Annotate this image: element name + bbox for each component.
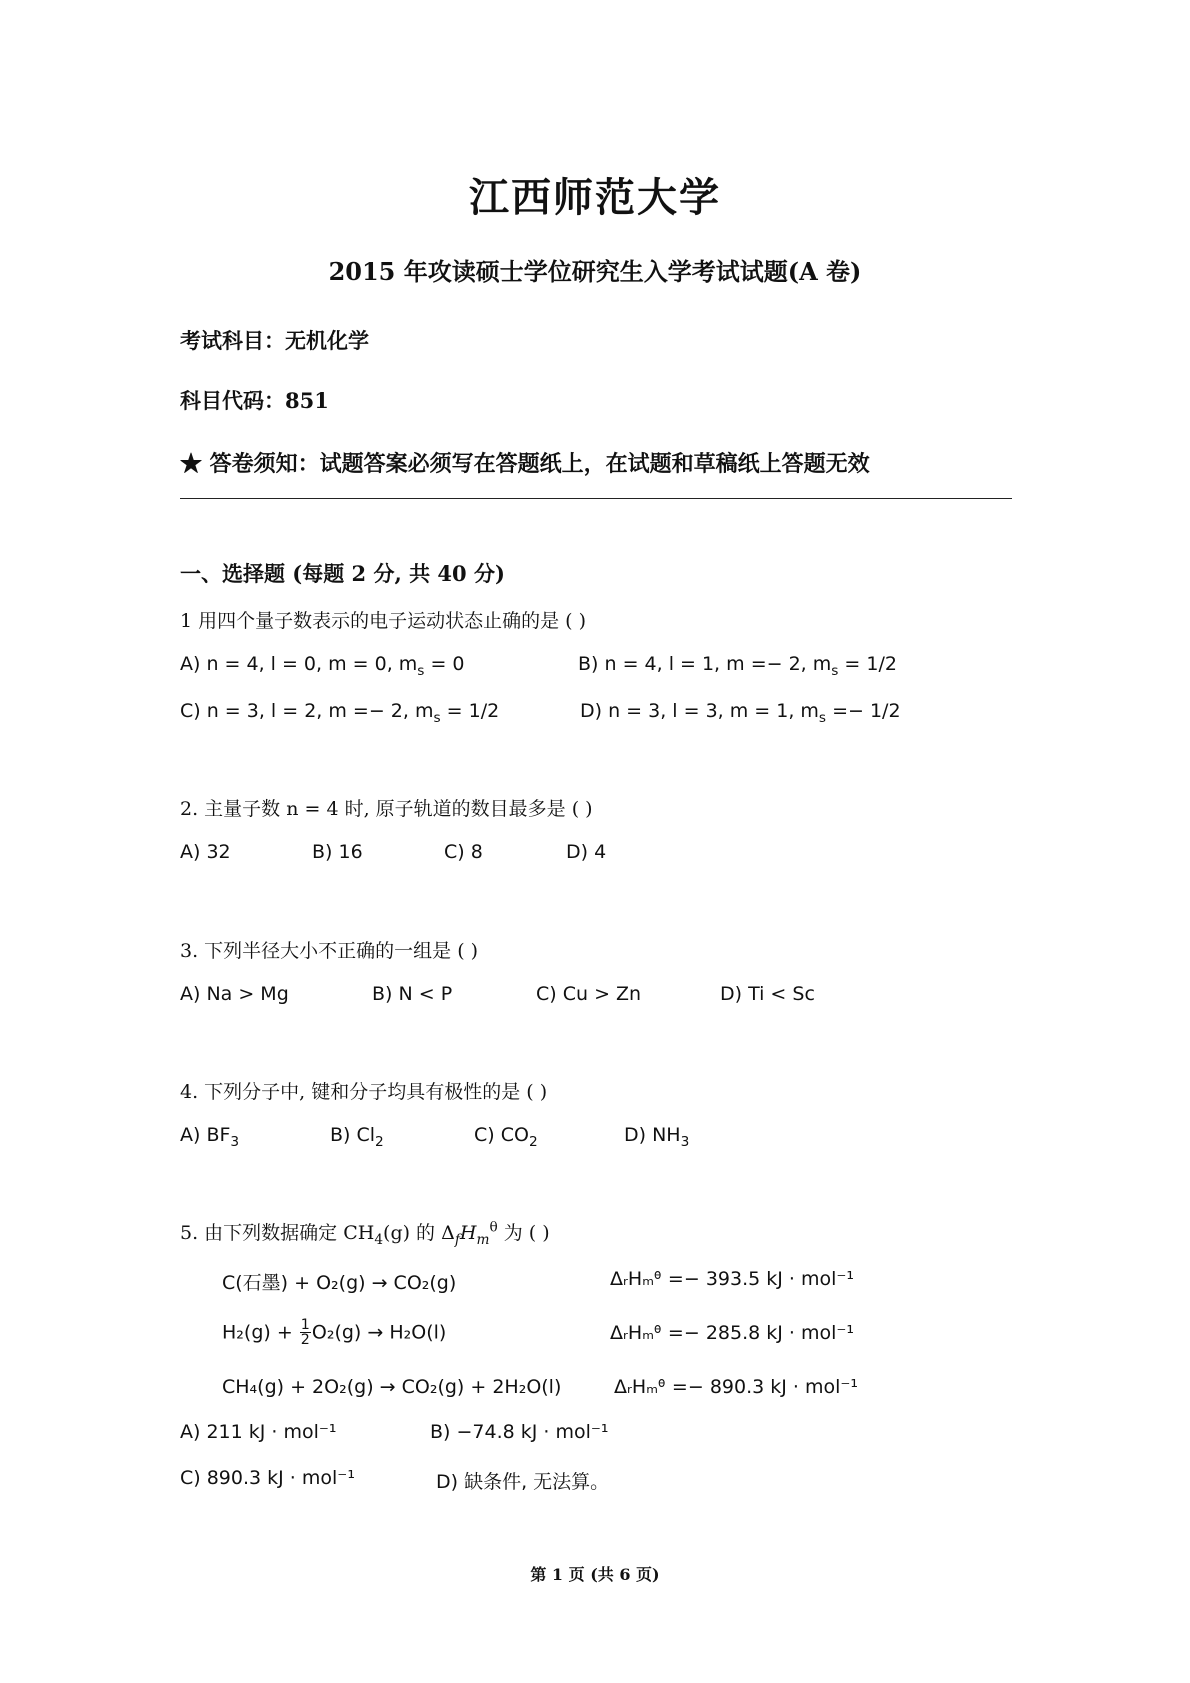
- question-2-option-c: C) 8: [444, 841, 483, 863]
- header-divider: [180, 498, 1012, 499]
- question-2-option-a: A) 32: [180, 841, 231, 863]
- question-5-option-d: D) 缺条件, 无法算。: [436, 1471, 610, 1493]
- exam-subject: 考试科目：无机化学: [180, 328, 369, 353]
- question-5-stem: 5. 由下列数据确定 $CH_4(g)$ 的 $\Delta_fH_m^\theta$ 为 ( ): [180, 1219, 550, 1248]
- reaction-2-equation: H₂(g) + $\frac{1}{2}$ O₂(g) → H₂O(l): [222, 1317, 447, 1349]
- question-2-option-b: B) 16: [312, 841, 363, 863]
- question-3-option-a: A) Na > Mg: [180, 983, 289, 1005]
- reaction-3-enthalpy: ΔᵣHₘᶿ =− 890.3 kJ · mol⁻¹: [614, 1376, 859, 1398]
- answer-notice: ★ 答卷须知：试题答案必须写在答题纸上，在试题和草稿纸上答题无效: [180, 451, 870, 477]
- question-1-option-c: C) n = 3, l = 2, m =− 2, $m_s = 1/2$: [180, 700, 500, 726]
- question-1-option-d: D) n = 3, l = 3, m = 1, $m_s =- 1/2$: [580, 700, 901, 726]
- question-1-option-b: B) n = 4, l = 1, m =− 2, $m_s = 1/2$: [578, 653, 897, 679]
- question-1-option-a: A) n = 4, l = 0, m = 0, $m_s = 0$: [180, 653, 465, 679]
- question-2-stem: 2. 主量子数 n = 4 时, 原子轨道的数目最多是 ( ): [180, 798, 593, 820]
- section-heading: 一、选择题 (每题 2 分, 共 40 分): [180, 561, 505, 586]
- fraction-one-half: $\frac{1}{2}$: [300, 1317, 310, 1349]
- reaction-2-enthalpy: ΔᵣHₘᶿ =− 285.8 kJ · mol⁻¹: [610, 1322, 855, 1344]
- university-title: 江西师范大学: [469, 174, 721, 221]
- question-1-stem: 1 用四个量子数表示的电子运动状态止确的是 ( ): [180, 610, 587, 632]
- question-3-option-c: C) Cu > Zn: [536, 983, 642, 1005]
- question-5-option-a: A) 211 kJ · mol⁻¹: [180, 1421, 337, 1443]
- question-3-option-b: B) N < P: [372, 983, 453, 1005]
- question-5-option-b: B) −74.8 kJ · mol⁻¹: [430, 1421, 609, 1443]
- reaction-1-equation: C(石墨) + O₂(g) → CO₂(g): [222, 1272, 457, 1294]
- question-3-stem: 3. 下列半径大小不正确的一组是 ( ): [180, 940, 479, 962]
- page-number: 第 1 页 (共 6 页): [530, 1565, 660, 1584]
- question-5-option-c: C) 890.3 kJ · mol⁻¹: [180, 1467, 355, 1489]
- question-4-option-c: C) $CO_2$: [474, 1124, 538, 1150]
- question-4-option-a: A) $BF_3$: [180, 1124, 240, 1150]
- reaction-1-enthalpy: ΔᵣHₘᶿ =− 393.5 kJ · mol⁻¹: [610, 1268, 855, 1290]
- question-3-option-d: D) Ti < Sc: [720, 983, 815, 1005]
- question-4-option-d: D) $NH_3$: [624, 1124, 690, 1150]
- subject-code: 科目代码：851: [180, 388, 329, 413]
- question-4-stem: 4. 下列分子中, 键和分子均具有极性的是 ( ): [180, 1081, 548, 1103]
- question-4-option-b: B) $Cl_2$: [330, 1124, 384, 1150]
- exam-title: 2015 年攻读硕士学位研究生入学考试试题(A 卷): [328, 257, 862, 286]
- reaction-3-equation: CH₄(g) + 2O₂(g) → CO₂(g) + 2H₂O(l): [222, 1376, 562, 1398]
- question-2-option-d: D) 4: [566, 841, 607, 863]
